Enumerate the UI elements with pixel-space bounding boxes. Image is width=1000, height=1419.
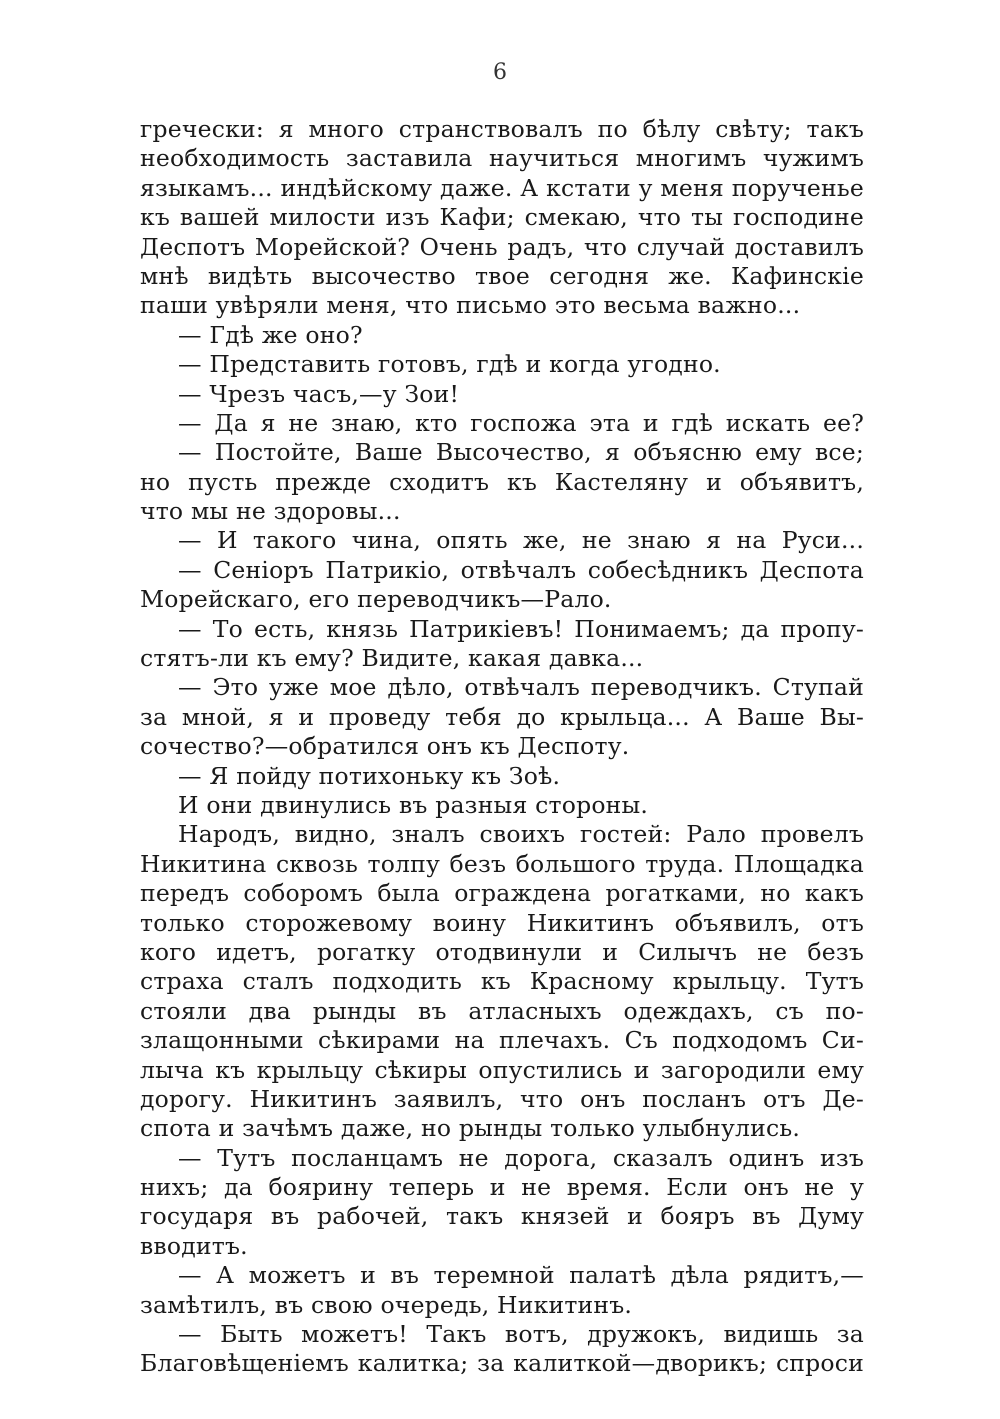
text-line: но пусть прежде сходитъ къ Кастеляну и объявитъ,	[140, 467, 864, 496]
text-line: языкамъ... индѣйскому даже. А кстати у меня порученье	[140, 173, 864, 202]
text-line: — То есть, князь Патрикіевъ! Понимаемъ; да пропу-	[178, 614, 864, 643]
text-line: — А можетъ и въ теремной палатѣ дѣла рядитъ,—	[178, 1261, 864, 1290]
text-line: Никитина сквозь толпу безъ большого труда. Площадка	[140, 849, 864, 878]
text-line: Морейскаго, его переводчикъ—Рало.	[140, 585, 612, 614]
text-line: необходимость заставила научиться многимъ чужимъ	[140, 144, 864, 173]
text-line: сочество?—обратился онъ къ Деспоту.	[140, 732, 630, 761]
text-line: лыча къ крыльцу сѣкиры опустились и загородили ему	[140, 1055, 864, 1084]
text-line: стояли два рынды въ атласныхъ одеждахъ, съ по-	[140, 996, 864, 1025]
text-line: Деспотъ Морейской? Очень радъ, что случай доставилъ	[140, 232, 864, 261]
text-line: гречески: я много странствовалъ по бѣлу свѣту; такъ	[140, 115, 864, 143]
text-line: — И такого чина, опять же, не знаю я на Руси...	[178, 526, 864, 555]
text-line: къ вашей милости изъ Кафи; смекаю, что ты господине	[140, 203, 864, 232]
text-line: — Да я не знаю, кто госпожа эта и гдѣ искать ее?	[178, 408, 864, 437]
text-line: передъ соборомъ была ограждена рогатками, но какъ	[140, 879, 864, 908]
text-line: паши увѣряли меня, что письмо это весьма важно...	[140, 291, 801, 320]
text-line: что мы не здоровы...	[140, 497, 401, 526]
text-line: дорогу. Никитинъ заявилъ, что онъ посланъ отъ Де-	[140, 1084, 864, 1113]
text-line: страха сталъ подходить къ Красному крыльцу. Тутъ	[140, 967, 864, 996]
text-line: — Представить готовъ, гдѣ и когда угодно.	[178, 350, 721, 379]
text-line: — Гдѣ же оно?	[178, 320, 363, 349]
text-line: — Чрезъ часъ,—у Зои!	[178, 379, 460, 408]
text-line: злащонными сѣкирами на плечахъ. Съ подходомъ Си-	[140, 1026, 864, 1055]
text-line: замѣтилъ, въ свою очередь, Никитинъ.	[140, 1290, 633, 1319]
text-line: нихъ; да боярину теперь и не время. Если онъ не у	[140, 1173, 864, 1202]
text-line: — Тутъ посланцамъ не дорога, сказалъ одинъ изъ	[178, 1143, 864, 1172]
body-text	[140, 115, 864, 1379]
text-line: Народъ, видно, зналъ своихъ гостей: Рало провелъ	[178, 820, 864, 849]
text-line: мнѣ видѣть высочество твое сегодня же. Кафинскіе	[140, 261, 864, 290]
text-line: за мной, я и проведу тебя до крыльца... А Ваше Вы-	[140, 702, 864, 731]
text-line: — Я пойду потихоньку къ Зоѣ.	[178, 761, 561, 790]
text-line: кого идетъ, рогатку отодвинули и Силычъ не безъ	[140, 937, 864, 966]
text-line: И они двинулись въ разныя стороны.	[178, 790, 649, 819]
text-line: — Это уже мое дѣло, отвѣчалъ переводчикъ. Ступай	[178, 673, 864, 702]
text-line: Благовѣщеніемъ калитка; за калиткой—дворикъ; спроси	[140, 1349, 864, 1378]
text-line: — Быть можетъ! Такъ вотъ, дружокъ, видишь за	[178, 1320, 864, 1349]
text-line: — Сеніоръ Патрикіо, отвѣчалъ собесѣдникъ Деспота	[178, 555, 864, 584]
text-line: вводитъ.	[140, 1231, 248, 1260]
text-line: государя въ рабочей, такъ князей и бояръ въ Думу	[140, 1202, 864, 1231]
text-line: спота и зачѣмъ даже, но рынды только улыбнулись.	[140, 1114, 800, 1143]
text-line: только сторожевому воину Никитинъ объявилъ, отъ	[140, 908, 864, 937]
text-line: стятъ-ли къ ему? Видите, какая давка...	[140, 644, 644, 673]
text-line: — Постойте, Ваше Высочество, я объясню ему все;	[178, 438, 864, 467]
page-number: 6	[493, 60, 507, 85]
